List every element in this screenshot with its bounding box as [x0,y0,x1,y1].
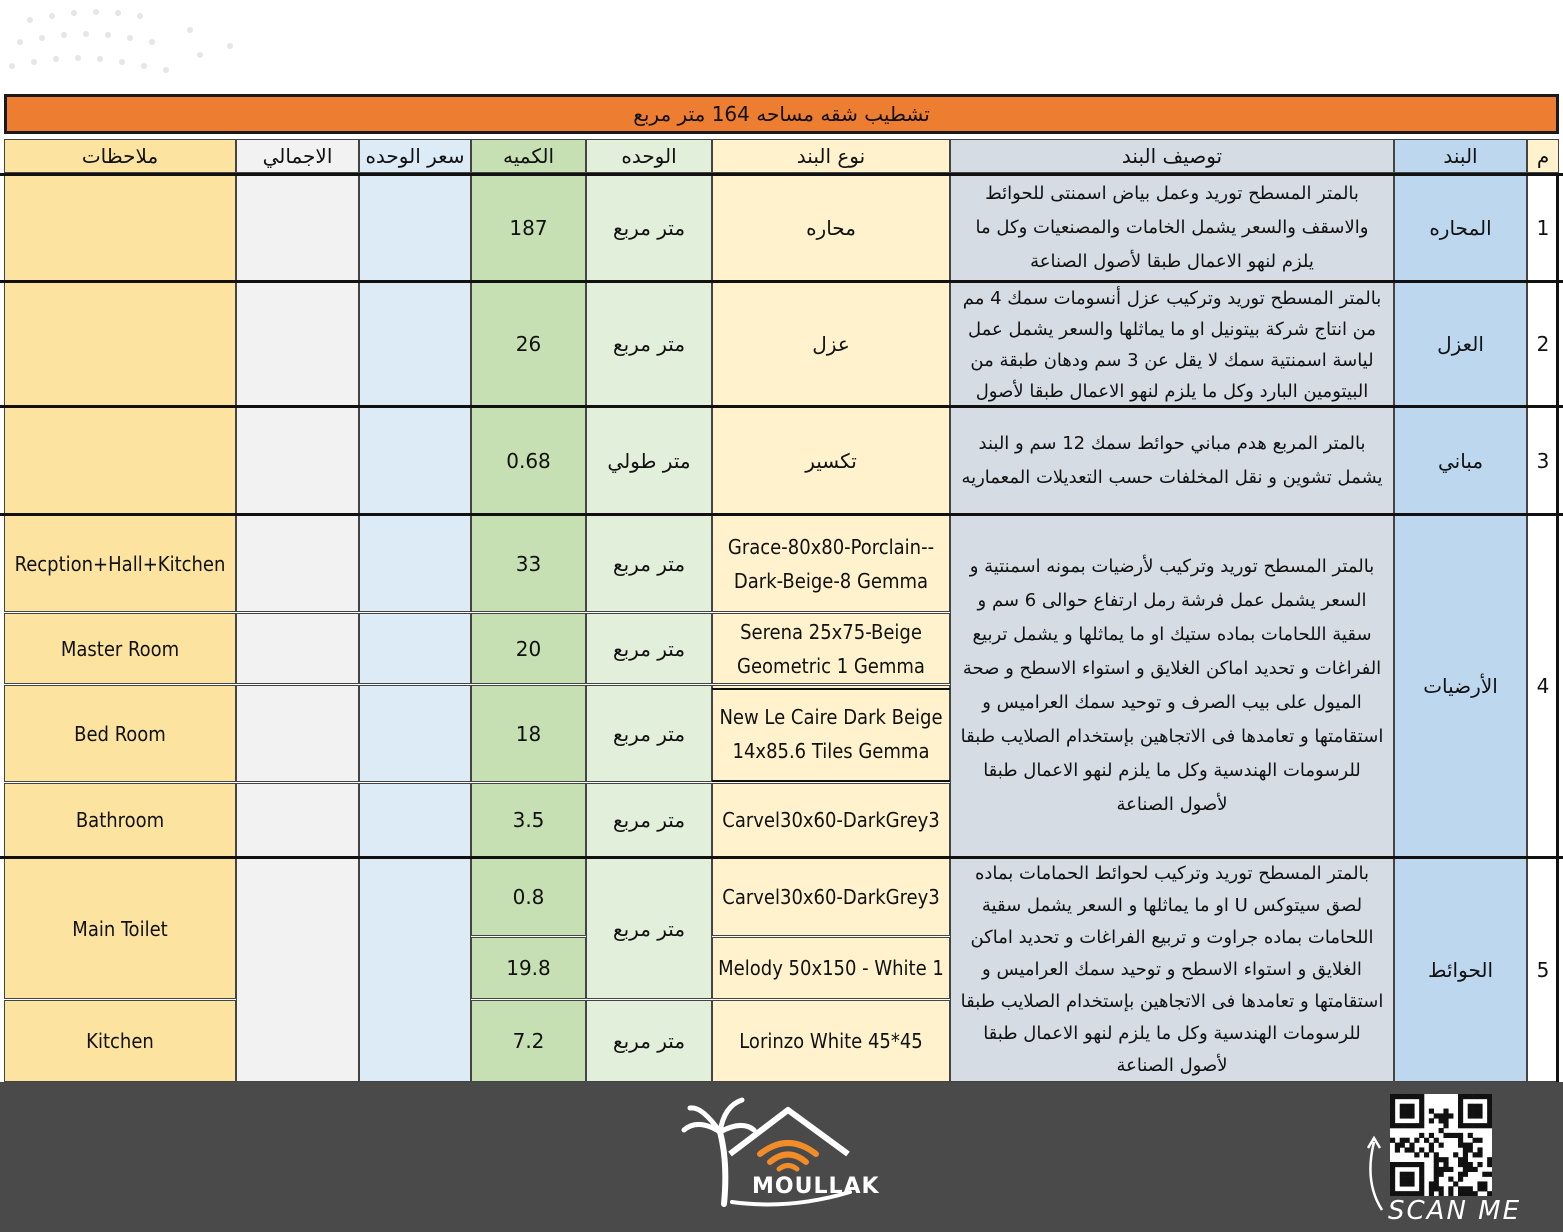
row-5-note-b: Kitchen [4,1000,236,1082]
footer-bar [0,1082,1563,1232]
row-5-total [236,858,359,1082]
row-4-sub-1-note: Recption+Hall+Kitchen [4,515,236,612]
header-item: البند [1394,139,1527,173]
row-2-unit: متر مربع [586,282,712,406]
row-5-sub-1-type: Carvel30x60-DarkGrey3 [712,858,950,936]
border-line [0,173,1563,176]
row-4-sub-3-type: New Le Caire Dark Beige 14x85.6 Tiles Gemma [712,685,950,782]
dot-pattern-decoration [0,0,1563,92]
row-4-sub-4-unit-price [359,783,471,857]
row-4-sub-3-unit: متر مربع [586,685,712,782]
row-2-qty: 26 [471,282,586,406]
scan-me-label: SCAN ME [1388,1196,1522,1226]
row-5-unit-price [359,858,471,1082]
row-5-sub-3-qty: 7.2 [471,1000,586,1082]
row-4-sub-4-type: Carvel30x60-DarkGrey3 [712,783,950,857]
row-4-sub-3-note: Bed Room [4,685,236,782]
border-line [712,780,950,782]
row-3-desc: بالمتر المربع هدم مباني حوائط سمك 12 سم و البند يشمل تشوين و نقل المخلفات حسب التعديلات المعماريه [950,407,1394,514]
row-1-type: محاره [712,174,950,281]
row-4-sub-2-qty: 20 [471,613,586,684]
header-desc: توصيف البند [950,139,1394,173]
row-4-sub-3-qty: 18 [471,685,586,782]
row-4-sub-1-unit: متر مربع [586,515,712,612]
border-line [1556,173,1559,1083]
row-5-desc: بالمتر المسطح توريد وتركيب لحوائط الحمامات بماده لصق سيتوكس U او ما يماثلها و السعر يشمل سقية اللحامات بماده جراوت و تربيع الفراغات و تحديد اماكن الغلايق و استواء الاسطح و توحيد سمك العراميس و استقامتها و تعامدها فى الاتجاهين بإستخدام الصلايب طبقا للرسومات الهندسية وكل ما يلزم لنهو الاعمال طبقا لأصول الصناعة [950,858,1394,1082]
row-5-item: الحوائط [1394,858,1527,1082]
border-line [0,856,1563,859]
header-total: الاجمالي [236,139,359,173]
row-4-sub-4-qty: 3.5 [471,783,586,857]
row-3-num: 3 [1527,407,1559,514]
row-4-sub-3-unit-price [359,685,471,782]
row-2-desc: بالمتر المسطح توريد وتركيب عزل أنسومات سمك 4 مم من انتاج شركة بيتونيل او ما يماثلها والسعر يشمل عمل لياسة اسمنتية سمك لا يقل عن 3 سم ودهان طبقة من البيتومين البارد وكل ما يلزم لنهو الاعمال طبقا لأصول [950,282,1394,406]
row-3-unit: متر طولي [586,407,712,514]
row-4-sub-1-type: Grace-80x80-Porclain--Dark-Beige-8 Gemma [712,515,950,612]
row-2-item: العزل [1394,282,1527,406]
row-1-unit-price [359,174,471,281]
row-3-notes [4,407,236,514]
border-line [712,688,950,690]
row-2-notes [4,282,236,406]
header-unit-price: سعر الوحده [359,139,471,173]
row-4-desc: بالمتر المسطح توريد وتركيب لأرضيات بمونه اسمنتية و السعر يشمل عمل فرشة رمل ارتفاع حوالى 6 سم و سقية اللحامات بماده ستيك او ما يماثلها و يشمل تربيع الفراغات و تحديد اماكن الغلايق و استواء الاسطح و صحة الميول على بيب الصرف و توحيد سمك العراميس و استقامتها و تعامدها فى الاتجاهين بإستخدام الصلايب طبقا للرسومات الهندسية وكل ما يلزم لنهو الاعمال طبقا لأصول الصناعة [950,515,1394,857]
row-4-sub-2-note: Master Room [4,613,236,684]
row-4-item: الأرضيات [1394,515,1527,857]
row-1-notes [4,174,236,281]
arrow-icon [1360,1132,1390,1212]
row-4-sub-4-unit: متر مربع [586,783,712,857]
row-5-num: 5 [1527,858,1559,1082]
row-1-qty: 187 [471,174,586,281]
row-5-unit-a: متر مربع [586,858,712,999]
row-5-sub-3-type: Lorinzo White 45*45 [712,1000,950,1082]
row-1-unit: متر مربع [586,174,712,281]
border-line [0,513,1563,516]
row-3-unit-price [359,407,471,514]
row-4-sub-1-total [236,515,359,612]
row-1-num: 1 [1527,174,1559,281]
row-4-sub-4-total [236,783,359,857]
row-4-sub-1-unit-price [359,515,471,612]
row-4-sub-2-unit-price [359,613,471,684]
row-5-sub-1-qty: 0.8 [471,858,586,936]
row-4-sub-2-type: Serena 25x75-Beige Geometric 1 Gemma [712,613,950,684]
border-line [0,280,1563,283]
row-2-type: عزل [712,282,950,406]
row-1-desc: بالمتر المسطح توريد وعمل بياض اسمنتى للحوائط والاسقف والسعر يشمل الخامات والمصنعيات وكل ما يلزم لنهو الاعمال طبقا لأصول الصناعة [950,174,1394,281]
row-5-sub-2-qty: 19.8 [471,937,586,999]
row-3-type: تكسير [712,407,950,514]
row-4-sub-4-note: Bathroom [4,783,236,857]
estimate-table [0,92,1563,1082]
header-m: م [1527,139,1559,173]
header-qty: الكميه [471,139,586,173]
brand-name: MOULLAK [752,1174,880,1199]
row-2-num: 2 [1527,282,1559,406]
row-4-sub-2-total [236,613,359,684]
row-2-total [236,282,359,406]
header-notes: ملاحظات [4,139,236,173]
row-3-total [236,407,359,514]
row-4-sub-1-qty: 33 [471,515,586,612]
row-4-sub-2-unit: متر مربع [586,613,712,684]
table-title: تشطيب شقه مساحه 164 متر مربع [4,94,1559,134]
border-line [0,405,1563,408]
row-4-num: 4 [1527,515,1559,857]
row-5-sub-2-type: Melody 50x150 - White 1 [712,937,950,999]
row-3-qty: 0.68 [471,407,586,514]
header-type: نوع البند [712,139,950,173]
row-2-unit-price [359,282,471,406]
row-4-sub-3-total [236,685,359,782]
row-5-note-a: Main Toilet [4,858,236,999]
row-3-item: مباني [1394,407,1527,514]
row-5-unit-b: متر مربع [586,1000,712,1082]
header-unit: الوحده [586,139,712,173]
row-1-item: المحاره [1394,174,1527,281]
qr-code[interactable] [1390,1094,1492,1196]
row-1-total [236,174,359,281]
